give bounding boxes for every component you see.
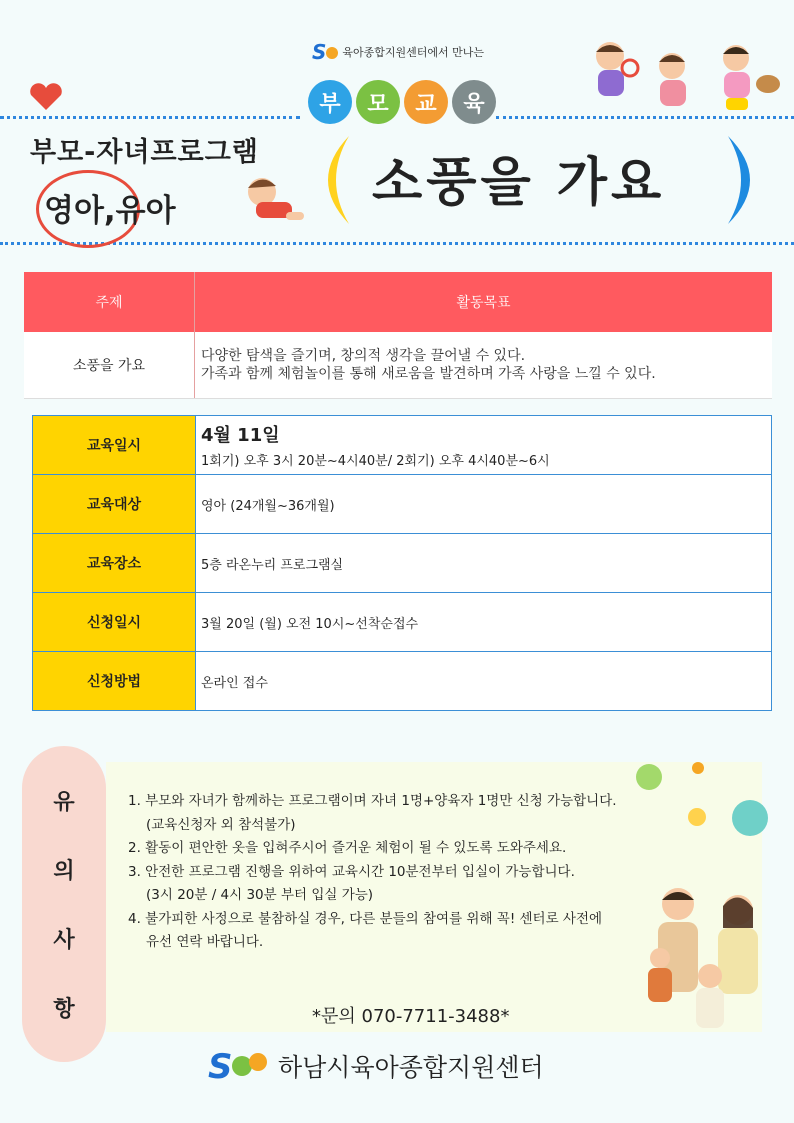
age-group bbox=[44, 185, 176, 230]
side-char: 항 bbox=[53, 997, 75, 1022]
goal-header: 활동목표 bbox=[195, 272, 773, 332]
info-label: 신청방법 bbox=[33, 652, 196, 711]
heart-icon bbox=[28, 82, 64, 112]
topic-header: 주제 bbox=[24, 272, 195, 332]
age-circled: 영아 bbox=[44, 193, 104, 229]
header-dotted-line-right bbox=[496, 116, 794, 119]
center-brand-small bbox=[312, 40, 484, 64]
decor-bubble bbox=[636, 764, 662, 790]
info-label: 교육일시 bbox=[33, 416, 196, 475]
side-char: 의 bbox=[53, 859, 75, 884]
side-char: 사 bbox=[53, 928, 75, 953]
education-time: 1회기) 오후 3시 20분~4시40분/ 2회기) 오후 4시40분~6시 bbox=[201, 454, 550, 469]
decor-bubble bbox=[692, 762, 704, 774]
age-rest: ,유아 bbox=[103, 193, 176, 229]
goal-cell bbox=[195, 332, 773, 399]
svg-text:S: S bbox=[208, 1047, 233, 1086]
info-value: 5층 라온누리 프로그램실 bbox=[196, 534, 772, 593]
note-item: 3. 안전한 프로그램 진행을 위하여 교육시간 10분전부터 입실이 가능합니다. bbox=[128, 863, 575, 880]
note-item: 1. 부모와 자녀가 함께하는 프로그램이며 자녀 1명+양육자 1명만 신청 가능합니다. bbox=[128, 793, 617, 809]
info-label: 신청일시 bbox=[33, 593, 196, 652]
baby-illustration bbox=[236, 172, 308, 234]
note-item: 4. 불가피한 사정으로 불참하실 경우, 다른 분들의 참여를 위해 꼭! 센터로 사전에 bbox=[128, 910, 603, 927]
center-name-text: 육아종합지원센터에서 만나는 bbox=[342, 46, 485, 59]
info-table bbox=[32, 415, 772, 711]
notes-side-label bbox=[22, 746, 106, 1062]
program-title: 부모-자녀프로그램 bbox=[30, 137, 259, 168]
info-value: 영아 (24개월~36개월) bbox=[196, 475, 772, 534]
info-label: 교육대상 bbox=[33, 475, 196, 534]
badge: 교 bbox=[404, 80, 448, 124]
badge: 모 bbox=[356, 80, 400, 124]
info-value: 3월 20일 (월) 오전 10시~선착순접수 bbox=[196, 593, 772, 652]
goal-line: 다양한 탐색을 즐기며, 창의적 생각을 끌어낼 수 있다. bbox=[201, 348, 526, 364]
left-paren-decoration bbox=[305, 130, 353, 230]
footer-brand bbox=[206, 1046, 544, 1086]
header-dotted-line-bottom bbox=[0, 242, 794, 245]
info-value bbox=[196, 416, 772, 475]
info-value: 온라인 접수 bbox=[196, 652, 772, 711]
parent-education-badges bbox=[308, 80, 496, 124]
goal-line: 가족과 함께 체험놀이를 통해 새로움을 발견하며 가족 사랑을 느낄 수 있다. bbox=[201, 366, 656, 382]
badge: 부 bbox=[308, 80, 352, 124]
side-char: 유 bbox=[53, 790, 75, 815]
logo-icon: S bbox=[312, 40, 338, 64]
note-item: (교육신청자 외 참석불가) bbox=[146, 816, 296, 833]
info-label: 교육장소 bbox=[33, 534, 196, 593]
org-name: 하남시육아종합지원센터 bbox=[278, 1053, 544, 1082]
center-logo-icon bbox=[206, 1046, 270, 1086]
education-date: 4월 11일 bbox=[201, 425, 280, 446]
right-paren-decoration bbox=[720, 130, 774, 230]
main-title: 소풍을 가요 bbox=[372, 153, 666, 213]
children-illustration bbox=[586, 38, 786, 114]
note-item: (3시 20분 / 4시 30분 부터 입실 가능) bbox=[146, 887, 374, 903]
topic-table bbox=[24, 272, 772, 399]
note-item: 유선 연락 바랍니다. bbox=[146, 934, 264, 950]
note-item: 2. 활동이 편안한 옷을 입혀주시어 즐거운 체험이 될 수 있도록 도와주세요. bbox=[128, 840, 567, 856]
topic-cell: 소풍을 가요 bbox=[24, 332, 195, 399]
notes-list bbox=[128, 790, 758, 955]
contact-info: *문의 070-7711-3488* bbox=[312, 1006, 510, 1027]
header-dotted-line-left bbox=[0, 116, 300, 119]
badge: 육 bbox=[452, 80, 496, 124]
